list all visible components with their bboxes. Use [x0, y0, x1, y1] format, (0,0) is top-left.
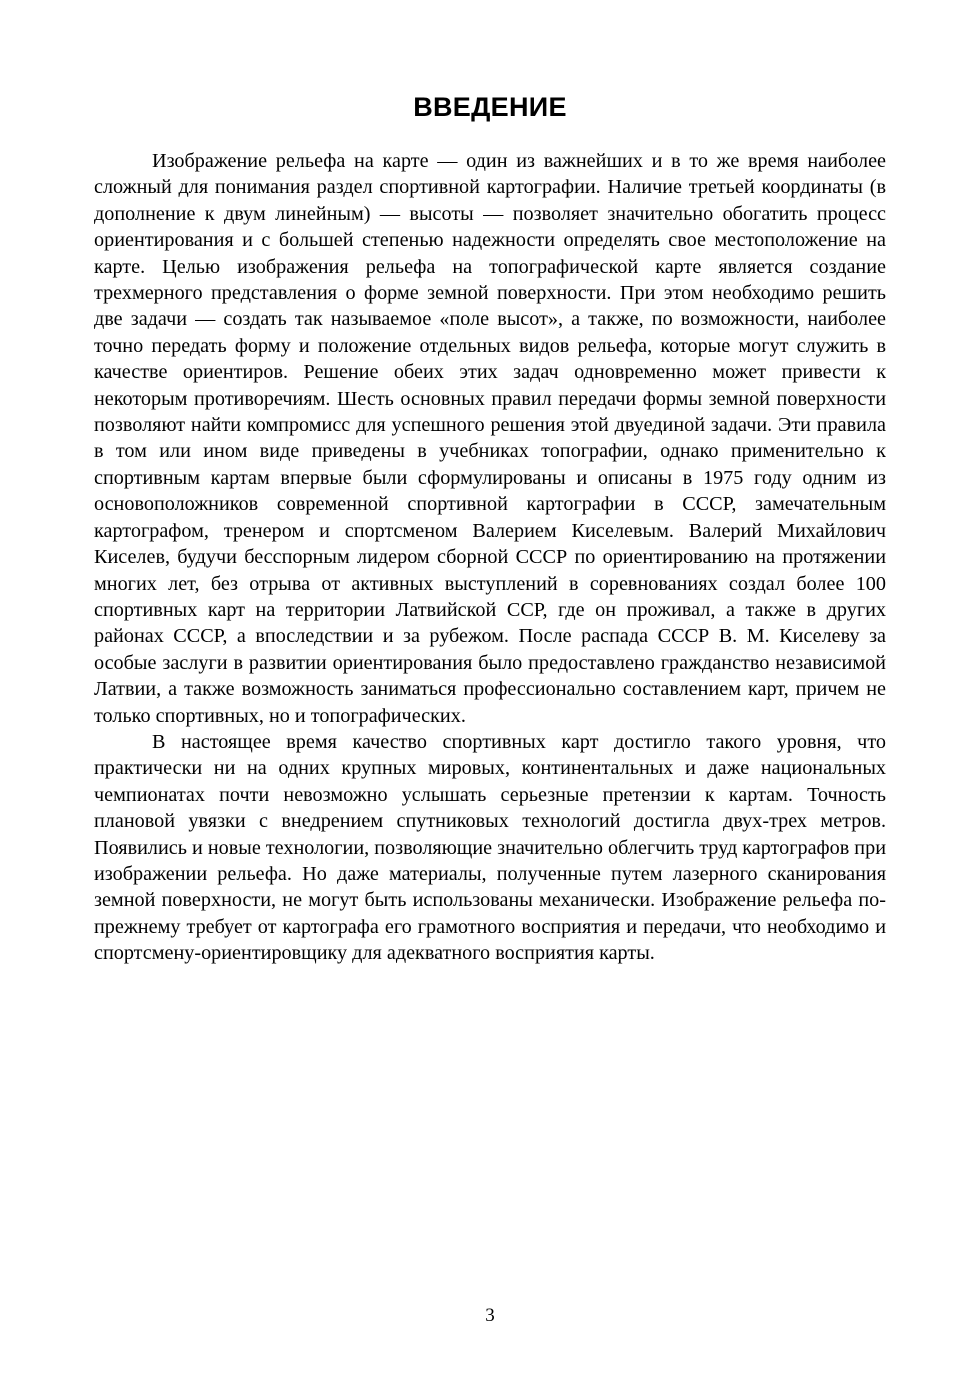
page-title: ВВЕДЕНИЕ — [413, 92, 567, 122]
body-text — [94, 148, 886, 967]
page-number: 3 — [485, 1305, 495, 1326]
paragraph: В настоящее время качество спортивных карт достигло такого уровня, что практически ни на одних крупных мировых, континентальных и даже национальных чемпионатах почти невозможно услышать серьезные претензии к картам. Точность плановой увязки с внедрением спутниковых технологий достигла двух-трех метров. Появились и новые технологии, позволяющие значительно облегчить труд картографов при изображении рельефа. Но даже материалы, полученные путем лазерного сканирования земной поверхности, не могут быть использованы механически. Изображение рельефа по-прежнему требует от картографа его грамотного восприятия и передачи, что необходимо и спортсмену-ориентировщику для адекватного восприятия карты. — [94, 730, 886, 965]
paragraph: Изображение рельефа на карте — один из важнейших и в то же время наиболее сложный для понимания раздел спортивной картографии. Наличие третьей координаты (в дополнение к двум линейным) — высоты — позволяет значительно обогатить процесс ориентирования и с большей степенью надежности определять свое местоположение на карте. Целью изображения рельефа на топографической карте является создание трехмерного представления о форме земной поверхности. При этом необходимо решить две задачи — создать так называемое «поле высот», а также, по возможности, наиболее точно передать форму и положение отдельных видов рельефа, которые могут служить в качестве ориентиров. Решение обеих этих задач одновременно может привести к некоторым противоречиям. Шесть основных правил передачи формы земной поверхности позволяют найти компромисс для успешного решения этой двуединой задачи. Эти правила в том или ином виде приведены в учебниках топографии, однако применительно к спортивным картам впервые были сформулированы и описаны в 1975 году одним из основоположников современной спортивной картографии в СССР, замечательным картографом, тренером и спортсменом Валерием Киселевым. Валерий Михайлович Киселев, будучи бесспорным лидером сборной СССР по ориентированию на протяжении многих лет, без отрыва от активных выступлений в соревнованиях создал более 100 спортивных карт на территории Латвийской ССР, где он проживал, а также в других районах СССР, а впоследствии и за рубежом. После распада СССР В. М. Киселеву за особые заслуги в развитии ориентирования было предоставлено гражданство независимой Латвии, а также возможность заниматься профессионально составлением карт, причем не только спортивных, но и топографических. — [94, 150, 886, 727]
